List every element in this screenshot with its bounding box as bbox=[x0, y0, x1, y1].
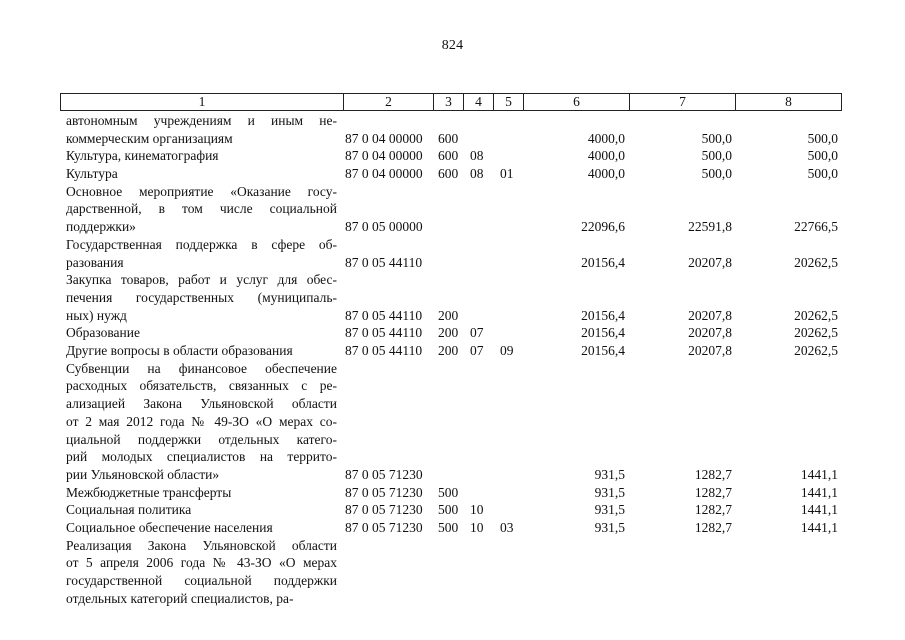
amount-col7-cell: 1282,7 bbox=[694, 466, 732, 482]
expense-type-cell: 200 bbox=[438, 307, 459, 323]
row-name-line: разования bbox=[66, 254, 124, 270]
row-name-line: государственной социальной поддержки bbox=[66, 573, 337, 589]
target-article-cell: 87 0 04 00000 bbox=[345, 130, 423, 146]
row-name-line: расходных обязательств, связанных с ре- bbox=[66, 378, 337, 394]
column-header-8: 8 bbox=[785, 94, 792, 109]
amount-col8-cell: 20262,5 bbox=[794, 343, 838, 359]
amount-col8-cell: 500,0 bbox=[807, 130, 838, 146]
row-name-line: от 2 мая 2012 года № 49-ЗО «О мерах со- bbox=[66, 413, 337, 429]
table-row bbox=[0, 271, 905, 324]
target-article-cell: 87 0 05 44110 bbox=[345, 307, 423, 323]
row-name-line: Социальная политика bbox=[66, 502, 192, 518]
amount-col6-cell: 20156,4 bbox=[581, 343, 625, 359]
column-header-6: 6 bbox=[524, 94, 630, 110]
amount-col8-cell: 500,0 bbox=[807, 148, 838, 164]
row-name-line: Другие вопросы в области образования bbox=[66, 343, 293, 359]
row-name-line: печения государственных (муниципаль- bbox=[66, 289, 337, 305]
table-row bbox=[0, 537, 905, 608]
table-row bbox=[0, 519, 905, 537]
amount-col8-cell: 500,0 bbox=[807, 166, 838, 182]
amount-col8-cell: 22766,5 bbox=[794, 219, 838, 235]
table-row bbox=[0, 183, 905, 236]
amount-col6-cell: 22096,6 bbox=[581, 219, 625, 235]
target-article-cell: 87 0 04 00000 bbox=[345, 148, 423, 164]
column-header-7: 7 bbox=[630, 94, 736, 110]
amount-col7-cell: 20207,8 bbox=[688, 254, 732, 270]
amount-col6-cell: 931,5 bbox=[594, 484, 625, 500]
row-name-line: Закупка товаров, работ и услуг для обес- bbox=[66, 272, 337, 288]
expense-type-cell: 600 bbox=[438, 148, 459, 164]
section-cell: 10 bbox=[470, 519, 484, 535]
row-name-line: циальной поддержки отдельных катего- bbox=[66, 431, 337, 447]
table-row bbox=[0, 342, 905, 360]
target-article-cell: 87 0 05 71230 bbox=[345, 519, 423, 535]
amount-col8-cell: 1441,1 bbox=[800, 466, 838, 482]
amount-col8-cell: 20262,5 bbox=[794, 254, 838, 270]
row-name-line: ных) нужд bbox=[66, 307, 127, 323]
table-row bbox=[0, 324, 905, 342]
table-row bbox=[0, 112, 905, 147]
expense-type-cell: 200 bbox=[438, 343, 459, 359]
row-name-line: от 5 апреля 2006 года № 43-ЗО «О мерах bbox=[66, 555, 337, 571]
amount-col6-cell: 4000,0 bbox=[587, 130, 625, 146]
amount-col6-cell: 4000,0 bbox=[587, 166, 625, 182]
target-article-cell: 87 0 05 00000 bbox=[345, 219, 423, 235]
target-article-cell: 87 0 05 44110 bbox=[345, 343, 423, 359]
row-name-line: дарственной, в том числе социальной bbox=[66, 201, 337, 217]
column-header-2: 2 bbox=[344, 94, 434, 110]
row-name-line: поддержки» bbox=[66, 219, 136, 235]
column-header-5: 5 bbox=[494, 94, 524, 110]
amount-col7-cell: 22591,8 bbox=[688, 219, 732, 235]
table-row bbox=[0, 360, 905, 484]
row-name-line: автономным учреждениям и иным не- bbox=[66, 113, 337, 128]
section-cell: 08 bbox=[470, 166, 484, 182]
amount-col7-cell: 20207,8 bbox=[688, 343, 732, 359]
target-article-cell: 87 0 05 71230 bbox=[345, 466, 423, 482]
amount-col8-cell: 1441,1 bbox=[800, 484, 838, 500]
row-name-line: Образование bbox=[66, 325, 140, 341]
row-name-line: Субвенции на финансовое обеспечение bbox=[66, 360, 337, 376]
amount-col7-cell: 20207,8 bbox=[688, 307, 732, 323]
amount-col8-cell: 1441,1 bbox=[800, 519, 838, 535]
amount-col6-cell: 931,5 bbox=[594, 502, 625, 518]
section-cell: 07 bbox=[470, 343, 484, 359]
amount-col8-cell: 20262,5 bbox=[794, 325, 838, 341]
amount-col7-cell: 1282,7 bbox=[694, 484, 732, 500]
expense-type-cell: 500 bbox=[438, 502, 459, 518]
row-name-line: коммерческим организациям bbox=[66, 130, 233, 146]
row-name-line: рий молодых специалистов на террито- bbox=[66, 449, 337, 465]
table-row bbox=[0, 484, 905, 502]
table-row bbox=[0, 147, 905, 165]
expense-type-cell: 200 bbox=[438, 325, 459, 341]
amount-col6-cell: 931,5 bbox=[594, 466, 625, 482]
column-header-1: 1 bbox=[61, 94, 344, 110]
column-header-3: 3 bbox=[434, 94, 464, 110]
amount-col7-cell: 1282,7 bbox=[694, 502, 732, 518]
section-cell: 08 bbox=[470, 148, 484, 164]
amount-col8-cell: 1441,1 bbox=[800, 502, 838, 518]
subsection-cell: 09 bbox=[500, 343, 514, 359]
row-name-line: Реализация Закона Ульяновской области bbox=[66, 537, 337, 553]
page-number: 824 bbox=[441, 38, 464, 53]
column-header-4: 4 bbox=[464, 94, 494, 110]
amount-col7-cell: 20207,8 bbox=[688, 325, 732, 341]
amount-col6-cell: 20156,4 bbox=[581, 307, 625, 323]
amount-col7-cell: 500,0 bbox=[701, 130, 732, 146]
expense-type-cell: 500 bbox=[438, 519, 459, 535]
expense-type-cell: 600 bbox=[438, 130, 459, 146]
target-article-cell: 87 0 05 71230 bbox=[345, 502, 423, 518]
table-body bbox=[0, 112, 905, 607]
amount-col8-cell: 20262,5 bbox=[794, 307, 838, 323]
row-name-line: отдельных категорий специалистов, ра- bbox=[66, 590, 294, 606]
amount-col7-cell: 500,0 bbox=[701, 148, 732, 164]
target-article-cell: 87 0 05 44110 bbox=[345, 254, 423, 270]
expense-type-cell: 500 bbox=[438, 484, 459, 500]
target-article-cell: 87 0 05 71230 bbox=[345, 484, 423, 500]
amount-col6-cell: 20156,4 bbox=[581, 254, 625, 270]
row-name-line: Государственная поддержка в сфере об- bbox=[66, 236, 337, 252]
table-row bbox=[0, 501, 905, 519]
table-header bbox=[60, 93, 842, 111]
subsection-cell: 01 bbox=[500, 166, 514, 182]
amount-col6-cell: 4000,0 bbox=[587, 148, 625, 164]
amount-col7-cell: 500,0 bbox=[701, 166, 732, 182]
expense-type-cell: 600 bbox=[438, 166, 459, 182]
section-cell: 10 bbox=[470, 502, 484, 518]
section-cell: 07 bbox=[470, 325, 484, 341]
amount-col6-cell: 931,5 bbox=[594, 519, 625, 535]
table-row bbox=[0, 165, 905, 183]
row-name-line: Межбюджетные трансферты bbox=[66, 484, 232, 500]
row-name-line: Культура bbox=[66, 166, 118, 182]
row-name-line: ализацией Закона Ульяновской области bbox=[66, 396, 337, 412]
subsection-cell: 03 bbox=[500, 519, 514, 535]
table-row bbox=[0, 236, 905, 271]
target-article-cell: 87 0 05 44110 bbox=[345, 325, 423, 341]
amount-col6-cell: 20156,4 bbox=[581, 325, 625, 341]
target-article-cell: 87 0 04 00000 bbox=[345, 166, 423, 182]
row-name-line: Социальное обеспечение населения bbox=[66, 519, 273, 535]
row-name-line: Основное мероприятие «Оказание госу- bbox=[66, 183, 337, 199]
row-name-line: Культура, кинематография bbox=[66, 148, 219, 164]
row-name-line: рии Ульяновской области» bbox=[66, 466, 220, 482]
amount-col7-cell: 1282,7 bbox=[694, 519, 732, 535]
